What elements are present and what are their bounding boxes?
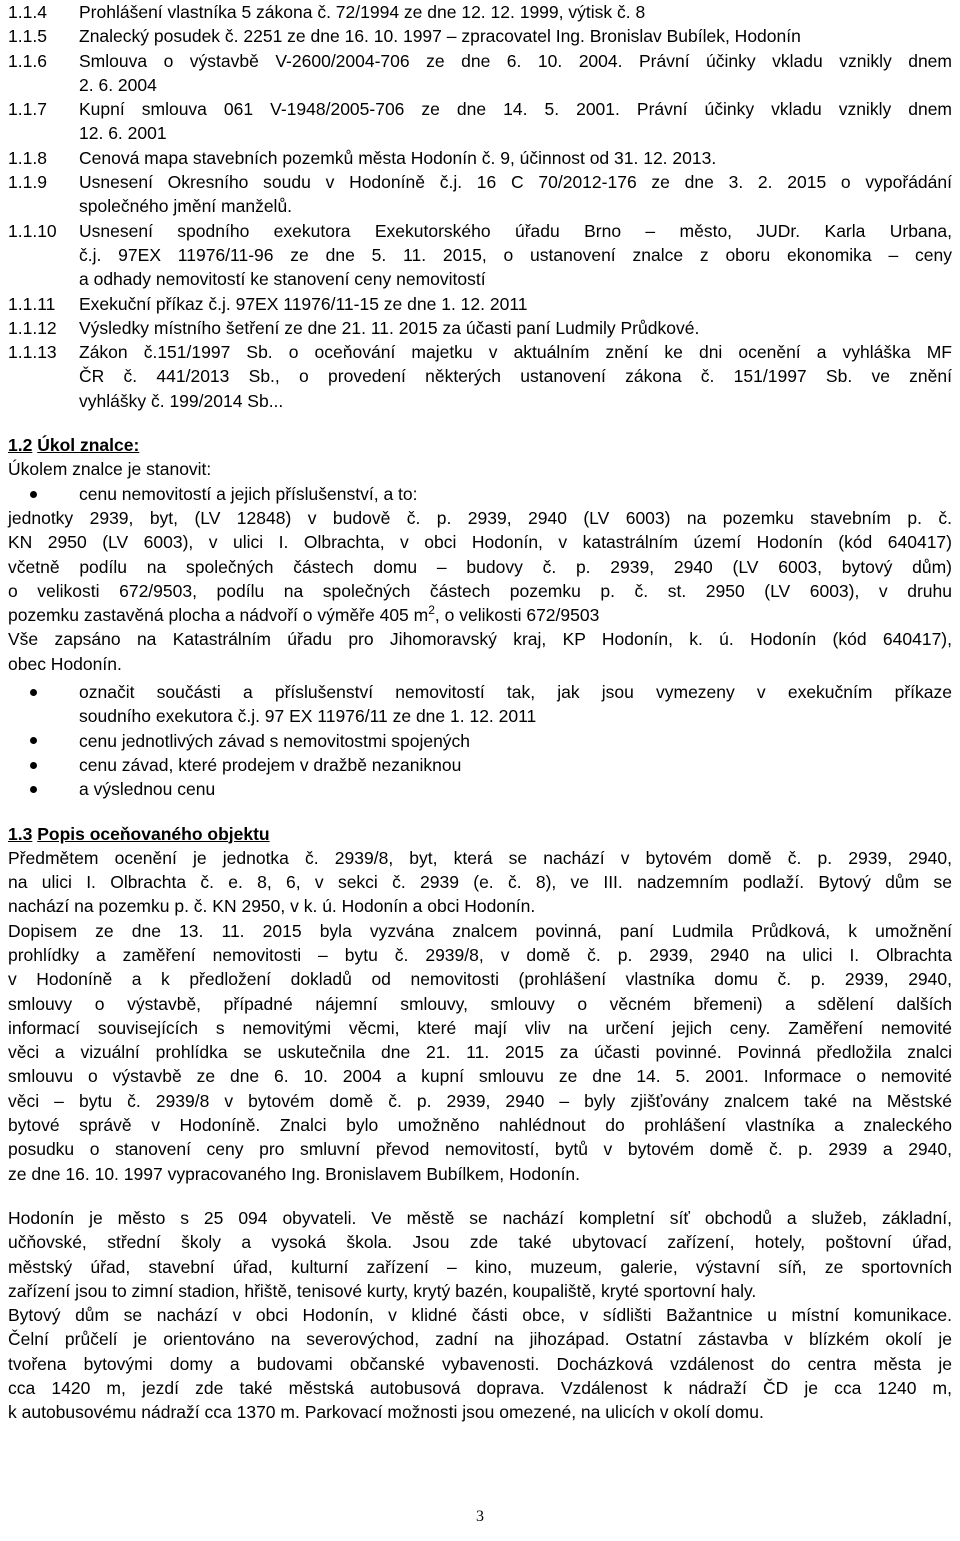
cadastre-note [8,627,952,676]
list-item [8,753,952,777]
text-line: Smlouva o výstavbě V-2600/2004-706 ze dne 6. 10. 2004. Právní účinky vkladu vznikly dnem [79,50,952,71]
square-superscript: 2 [428,603,435,618]
share-text: , o velikosti 672/9503 [434,605,600,626]
reference-item [8,24,952,48]
text-line: 2. 6. 2004 [79,74,157,95]
text-line: Exekuční příkaz č.j. 97EX 11976/11-15 ze dne 1. 12. 2011 [79,293,528,314]
bullet-icon [30,762,37,769]
reference-text [79,219,952,292]
text-line: bytové správě v Hodoníně. Znalci bylo umožněno nahlédnout do prohlášení vlastníka a znaleckého [8,1115,952,1136]
reference-text [79,97,952,146]
list-item [8,729,952,753]
reference-item [8,219,952,292]
text-line: vyhlášky č. 199/2014 Sb... [79,390,284,411]
paragraph-town [8,1206,952,1303]
reference-text [79,316,952,340]
list-item [8,777,952,801]
text-line: č.j. 97EX 11976/11-96 ze dne 5. 11. 2015, o ustanovení znalce z oboru ekonomika – ceny [79,244,952,265]
text-line: Výsledky místního šetření ze dne 21. 11. 2015 za účasti paní Ludmily Průdkové. [79,317,700,338]
text-line: tvořena bytovými domy a budovami občanské vybavenosti. Docházková vzdálenost do centra města je [8,1353,952,1374]
section-title: Popis oceňovaného objektu [37,823,270,844]
document-page [8,0,952,1425]
section-heading-task [8,433,952,457]
reference-item [8,146,952,170]
text-line: a odhady nemovitostí ke stanovení ceny nemovitostí [79,269,486,290]
text-line: včetně podílu na společných částech domu – budovy č. p. 2939, 2940 (LV 6003, bytový dům) [8,556,952,577]
bullet-icon [30,491,37,498]
text-line: a výslednou cenu [79,779,216,800]
text-line: Předmětem ocenění je jednotka č. 2939/8, byt, která se nachází v bytovém domě č. p. 2939, 2940, [8,847,952,868]
text-line: Hodonín je město s 25 094 obyvateli. Ve městě se nachází kompletní síť obchodů a služeb, základní, [8,1207,952,1228]
text-line: učňovské, střední školy a vysoká škola. Jsou zde také ubytovací zařízení, hotely, poštovní úřad, [8,1232,952,1253]
reference-text [79,146,952,170]
reference-text [79,170,952,219]
reference-item [8,49,952,98]
reference-number: 1.1.12 [8,317,57,338]
text-line: cca 1420 m, jezdí zde také městská autobusová doprava. Vzdálenost k nádraží ČD je cca 1240 m, [8,1378,952,1399]
bullet-icon [30,737,37,744]
reference-text [79,292,952,316]
text-line: KN 2950 (LV 6003), v ulici I. Olbrachta, v obci Hodonín, v katastrálním území Hodonín (kód 640417) [8,532,952,553]
section-heading-description [8,822,952,846]
reference-number: 1.1.4 [8,2,47,22]
text-line: posudku o stanovení ceny pro smluvní převod nemovitostí, bytů v bytovém domě č. p. 2939 a 2940, [8,1139,952,1160]
text-line: cenu závad, které prodejem v dražbě nezaniknou [79,754,462,775]
reference-item [8,292,952,316]
text-line: nachází na pozemku p. č. KN 2950, v k. ú. Hodonín a obci Hodonín. [8,896,536,917]
reference-text [79,49,952,98]
text-line: označit součásti a příslušenství nemovitostí tak, jak jsou vymezeny v exekučním příkaze [79,682,952,703]
property-description [8,506,952,627]
bullet-icon [30,786,37,793]
section-number: 1.3 [8,823,33,844]
text-line: ze dne 16. 10. 1997 vypracovaného Ing. Bronislavem Bubílkem, Hodonín. [8,1163,581,1184]
text-line: Kupní smlouva 061 V-1948/2005-706 ze dne 14. 5. 2001. Právní účinky vkladu vznikly dnem [79,99,952,120]
list-item [8,482,952,506]
reference-number: 1.1.11 [8,293,56,314]
text-line: jednotky 2939, byt, (LV 12848) v budově č. p. 2939, 2940 (LV 6003) na pozemku stavebním p. č. [8,507,952,528]
text-line: Bytový dům se nachází v obci Hodonín, v klidné části obce, v sídlišti Bažantnice u místní komunikace. [8,1305,952,1326]
text-line: smlouvy o výstavbě, případné nájemní smlouvy, smlouvy o věcném břemeni) a sdělení dalších [8,993,952,1014]
list-item [8,680,952,729]
text-line: smlouvu o výstavbě ze dne 6. 10. 2004 a kupní smlouvu ze dne 14. 5. 2001. Informace o nemovité [8,1066,952,1087]
task-bullet-list [8,680,952,801]
reference-number: 1.1.8 [8,147,47,168]
paragraph-inspection [8,919,952,1186]
bullet-text [79,680,952,729]
section-title: Úkol znalce: [37,435,140,456]
text-line: Zákon č.151/1997 Sb. o oceňování majetku v aktuálním znění ke dni ocenění a vyhláška MF [79,342,952,363]
reference-number: 1.1.7 [8,99,47,120]
text-line: Cenová mapa stavebních pozemků města Hodonín č. 9, účinnost od 31. 12. 2013. [79,147,717,168]
text-line: věci a vizuální prohlídka se uskutečnila dne 21. 11. 2015 za účasti povinné. Povinná předložila znalci [8,1042,952,1063]
text-line: v Hodoníně a k předložení dokladů od nemovitosti (prohlášení vlastníka domu č. p. 2939, 2940, [8,969,952,990]
text-line: 12. 6. 2001 [79,123,167,144]
task-intro: Úkolem znalce je stanovit: [8,459,212,480]
text-line [8,603,952,627]
reference-list [8,0,952,413]
text-line: věci – bytu č. 2939/8 v bytovém domě č. p. 2939, 2940 – byly zjišťovány znalcem také na Městské [8,1090,952,1111]
bullet-text [79,777,952,801]
reference-item [8,170,952,219]
section-number: 1.2 [8,435,33,456]
bullet-text [79,753,952,777]
text-line: cenu jednotlivých závad s nemovitostmi spojených [79,730,471,751]
reference-item [8,97,952,146]
bullet-icon [30,689,37,696]
text-line: Usnesení Okresního soudu v Hodoníně č.j. 16 C 70/2012-176 ze dne 3. 2. 2015 o vypořádání [79,172,952,193]
bullet-text: cenu nemovitostí a jejich příslušenství, a to: [79,483,418,504]
text-line: prohlídky a zaměření nemovitosti – bytu č. 2939/8, v domě č. p. 2939, 2940 na ulici I. Olbrachta [8,944,952,965]
text-line: k autobusovému nádraží cca 1370 m. Parkovací možnosti jsou omezené, na ulicích v okolí domu. [8,1402,764,1423]
reference-item [8,340,952,413]
reference-number: 1.1.5 [8,26,47,47]
text-line: Dopisem ze dne 13. 11. 2015 byla vyzvána znalcem povinná, paní Ludmila Průdková, k umožnění [8,920,952,941]
reference-number: 1.1.13 [8,342,57,363]
reference-item [8,0,952,24]
paragraph-location [8,1303,952,1424]
bullet-text [79,729,952,753]
text-line: městský úřad, stavební úřad, kulturní zařízení – kino, muzeum, galerie, výstavní síň, ze sportovních [8,1256,952,1277]
page-number: 3 [476,1508,484,1525]
text-line: o velikosti 672/9503, podílu na společných částech pozemku p. č. st. 2950 (LV 6003), v druhu [8,580,952,601]
text-line: soudního exekutora č.j. 97 EX 11976/11 ze dne 1. 12. 2011 [79,706,537,727]
text-line: na ulici I. Olbrachta č. e. 8, 6, v sekci č. 2939 (e. č. 8), ve III. nadzemním podlaží. Bytový dům se [8,872,952,893]
text-line: zařízení jsou to zimní stadion, hřiště, tenisové kurty, krytý bazén, koupaliště, kryté sportovní haly. [8,1280,757,1301]
text-line: společného jmění manželů. [79,196,293,217]
reference-number: 1.1.10 [8,220,57,241]
text-line: Prohlášení vlastníka 5 zákona č. 72/1994 ze dne 12. 12. 1999, výtisk č. 8 [79,2,646,22]
text-line: obec Hodonín. [8,653,122,674]
reference-text [79,340,952,413]
reference-number: 1.1.6 [8,50,47,71]
area-text: pozemku zastavěná plocha a nádvoří o výměře 405 m [8,605,429,626]
paragraph-subject [8,846,952,919]
text-line: Znalecký posudek č. 2251 ze dne 16. 10. 1997 – zpracovatel Ing. Bronislav Bubílek, Hodonín [79,26,801,47]
reference-item [8,316,952,340]
text-line: ČR č. 441/2013 Sb., o provedení některých ustanovení zákona č. 151/1997 Sb. ve znění [79,366,952,387]
reference-number: 1.1.9 [8,172,47,193]
text-line: informací souvisejících s nemovitými věcmi, které mají vliv na určení jejich ceny. Zaměření nemovité [8,1017,952,1038]
text-line: Čelní průčelí je orientováno na severovýchod, zadní na jihozápad. Ostatní zástavba v blízkém okolí je [8,1329,952,1350]
reference-text [79,0,952,24]
text-line: Vše zapsáno na Katastrálním úřadu pro Jihomoravský kraj, KP Hodonín, k. ú. Hodonín (kód 640417), [8,629,952,650]
text-line: Usnesení spodního exekutora Exekutorského úřadu Brno – město, JUDr. Karla Urbana, [79,220,952,241]
reference-text [79,24,952,48]
